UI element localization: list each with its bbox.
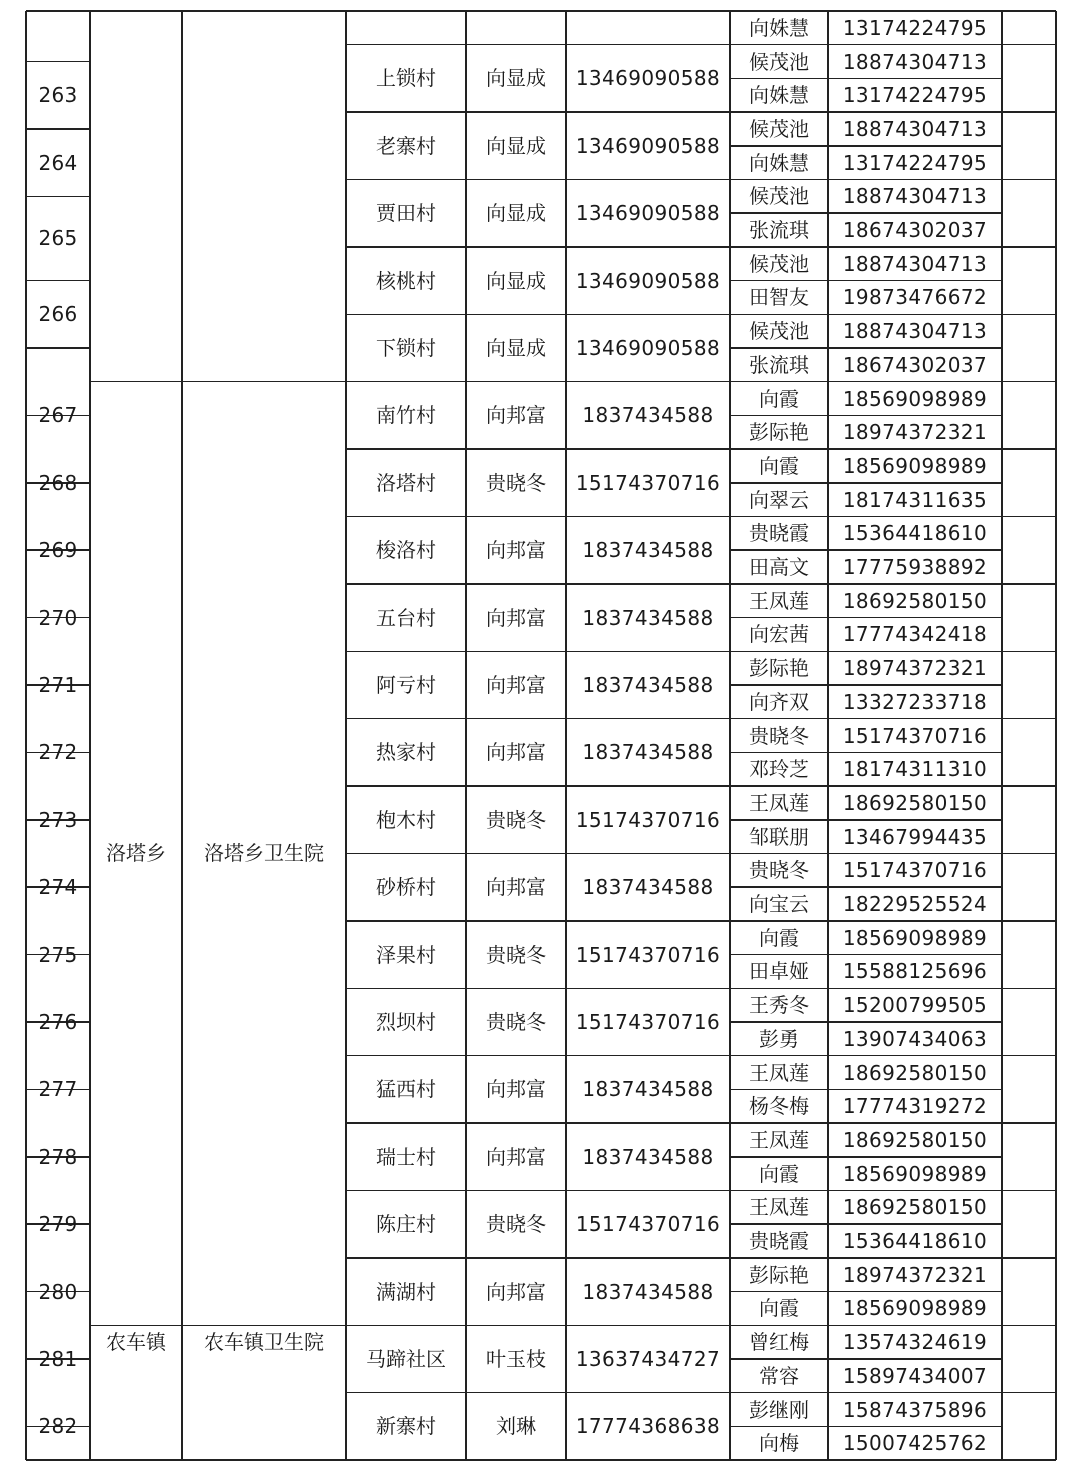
village-name: 阿亏村 [376, 672, 436, 697]
village-head-phone: 1837434588 [582, 1077, 714, 1102]
contact-phone: 18874304713 [842, 49, 988, 74]
village-name: 核桃村 [376, 268, 436, 293]
contact-name: 向齐双 [749, 689, 809, 714]
village-name: 泽果村 [376, 942, 436, 967]
contact-name: 田高文 [749, 555, 809, 580]
village-line [1002, 988, 1056, 990]
village-name: 老寨村 [376, 133, 436, 158]
contact-name: 张流琪 [749, 352, 809, 377]
contact-phone: 18974372321 [842, 420, 988, 445]
contact-phone: 15174370716 [842, 858, 988, 883]
village-head-phone: 1837434588 [582, 672, 714, 697]
contact-name: 彭际艳 [749, 420, 809, 445]
village-head-phone: 15174370716 [575, 1009, 721, 1034]
contact-name: 彭际艳 [749, 656, 809, 681]
row-number: 274 [38, 875, 78, 900]
row-number: 273 [38, 807, 78, 832]
contact-phone: 18974372321 [842, 656, 988, 681]
contact-phone: 13174224795 [842, 150, 988, 175]
village-name [346, 11, 466, 45]
row-number: 267 [38, 403, 78, 428]
contact-phone: 15174370716 [842, 723, 988, 748]
contact-phone: 18874304713 [842, 319, 988, 344]
contact-phone: 18874304713 [842, 251, 988, 276]
village-head-name: 向显成 [486, 335, 546, 360]
village-head-phone: 13637434727 [575, 1346, 721, 1371]
row-number: 270 [38, 605, 78, 630]
row-number: 276 [38, 1009, 78, 1034]
contact-name: 彭际艳 [749, 1262, 809, 1287]
village-name: 五台村 [376, 605, 436, 630]
village-name: 洛塔村 [376, 470, 436, 495]
village-head-name: 向邦富 [486, 1279, 546, 1304]
row-number: 266 [38, 302, 78, 327]
village-name: 上锁村 [376, 66, 436, 91]
contact-name: 王凤莲 [749, 790, 809, 815]
row-number: 277 [38, 1077, 78, 1102]
village-head-name: 向邦富 [486, 875, 546, 900]
contact-name: 候茂池 [749, 116, 809, 141]
village-head-name: 贵晓冬 [486, 807, 546, 832]
contact-name: 向霞 [759, 925, 799, 950]
village-name: 新寨村 [376, 1414, 436, 1439]
contact-name: 邓玲芝 [749, 757, 809, 782]
village-line [1002, 246, 1056, 248]
village-name: 贾田村 [376, 201, 436, 226]
village-line [1002, 718, 1056, 720]
contact-name: 王凤莲 [749, 1127, 809, 1152]
village-name: 热家村 [376, 740, 436, 765]
contact-phone: 18569098989 [842, 925, 988, 950]
village-line [1002, 1392, 1056, 1394]
contact-name: 贵晓冬 [749, 858, 809, 883]
contact-name: 贵晓霞 [749, 1229, 809, 1254]
contact-name: 王凤莲 [749, 1060, 809, 1085]
village-head-name: 向显成 [486, 66, 546, 91]
village-head-name: 向显成 [486, 268, 546, 293]
contact-phone: 18692580150 [842, 1195, 988, 1220]
village-head-phone: 15174370716 [575, 942, 721, 967]
village-head-phone [566, 11, 730, 45]
contact-phone: 18569098989 [842, 1296, 988, 1321]
village-line [1002, 1257, 1056, 1259]
contact-name: 曾红梅 [749, 1330, 809, 1355]
town-name: 农车镇 [106, 1330, 166, 1355]
contact-name: 候茂池 [749, 184, 809, 209]
row-number: 282 [38, 1414, 78, 1439]
contact-name: 彭继刚 [749, 1397, 809, 1422]
row-number: 280 [38, 1279, 78, 1304]
contact-name: 向姝慧 [749, 15, 809, 40]
contact-phone: 18692580150 [842, 1127, 988, 1152]
contact-name: 向霞 [759, 1296, 799, 1321]
village-head-name [466, 11, 566, 45]
row-number: 279 [38, 1212, 78, 1237]
village-line [1002, 1122, 1056, 1124]
village-head-name: 向邦富 [486, 672, 546, 697]
contact-phone: 19873476672 [842, 285, 988, 310]
contact-name: 张流琪 [749, 218, 809, 243]
row-number: 278 [38, 1144, 78, 1169]
village-name: 满湖村 [376, 1279, 436, 1304]
contact-phone: 13574324619 [842, 1330, 988, 1355]
contact-phone: 18674302037 [842, 352, 988, 377]
contact-name: 向宏茜 [749, 622, 809, 647]
contact-phone: 18692580150 [842, 1060, 988, 1085]
contact-name: 邹联朋 [749, 824, 809, 849]
village-head-name: 贵晓冬 [486, 1212, 546, 1237]
village-head-name: 向显成 [486, 133, 546, 158]
village-head-name: 贵晓冬 [486, 1009, 546, 1034]
village-head-phone: 13469090588 [575, 66, 721, 91]
contact-phone: 18174311310 [842, 757, 988, 782]
village-head-phone: 13469090588 [575, 201, 721, 226]
village-head-phone: 1837434588 [582, 605, 714, 630]
contact-name: 彭勇 [759, 1026, 799, 1051]
town-name: 洛塔乡 [106, 841, 166, 866]
contact-name: 常容 [759, 1363, 799, 1388]
contact-phone: 18874304713 [842, 116, 988, 141]
village-line [1002, 651, 1056, 653]
village-head-name: 向邦富 [486, 538, 546, 563]
row-number: 265 [38, 226, 78, 251]
row-number: 275 [38, 942, 78, 967]
row-number: 264 [38, 150, 78, 175]
village-head-name: 贵晓冬 [486, 470, 546, 495]
village-line [1002, 785, 1056, 787]
village-name: 马蹄社区 [366, 1346, 446, 1371]
contact-phone: 15364418610 [842, 1229, 988, 1254]
contact-phone: 13174224795 [842, 83, 988, 108]
contact-name: 向梅 [759, 1431, 799, 1456]
contact-name: 王凤莲 [749, 588, 809, 613]
row-number: 281 [38, 1346, 78, 1371]
village-name: 瑞士村 [376, 1144, 436, 1169]
village-name: 南竹村 [376, 403, 436, 428]
contact-phone: 18692580150 [842, 588, 988, 613]
village-name: 烈坝村 [376, 1009, 436, 1034]
hospital-name: 洛塔乡卫生院 [204, 841, 324, 866]
village-name: 猛西村 [376, 1077, 436, 1102]
village-head-name: 向邦富 [486, 1077, 546, 1102]
village-head-name: 向邦富 [486, 403, 546, 428]
village-head-name: 贵晓冬 [486, 942, 546, 967]
village-line [1002, 516, 1056, 518]
village-head-phone: 13469090588 [575, 133, 721, 158]
contact-phone: 15874375896 [842, 1397, 988, 1422]
contact-name: 贵晓冬 [749, 723, 809, 748]
village-line [1002, 179, 1056, 181]
row-number: 269 [38, 538, 78, 563]
village-head-phone: 1837434588 [582, 875, 714, 900]
contact-phone: 13467994435 [842, 824, 988, 849]
contact-phone: 18174311635 [842, 487, 988, 512]
village-line [1002, 920, 1056, 922]
contact-phone: 18569098989 [842, 1161, 988, 1186]
contact-phone: 13174224795 [842, 15, 988, 40]
village-line [1002, 44, 1056, 46]
village-head-phone: 15174370716 [575, 470, 721, 495]
contact-phone: 18229525524 [842, 892, 988, 917]
village-line [1002, 448, 1056, 450]
village-line [1002, 1325, 1056, 1327]
village-head-name: 向邦富 [486, 1144, 546, 1169]
village-head-phone: 17774368638 [575, 1414, 721, 1439]
village-line [1002, 853, 1056, 855]
row-number: 268 [38, 470, 78, 495]
contact-name: 田智友 [749, 285, 809, 310]
contact-name: 向宝云 [749, 892, 809, 917]
contact-name: 向霞 [759, 453, 799, 478]
village-head-phone: 1837434588 [582, 538, 714, 563]
row-number: 271 [38, 672, 78, 697]
contact-phone: 15897434007 [842, 1363, 988, 1388]
village-name: 砂桥村 [376, 875, 436, 900]
contact-phone: 13907434063 [842, 1026, 988, 1051]
contact-name: 王秀冬 [749, 993, 809, 1018]
contact-phone: 15200799505 [842, 993, 988, 1018]
village-line [1002, 111, 1056, 113]
contact-phone: 18569098989 [842, 453, 988, 478]
village-head-name: 向显成 [486, 201, 546, 226]
village-line [1002, 1055, 1056, 1057]
contact-name: 向霞 [759, 386, 799, 411]
village-head-phone: 1837434588 [582, 403, 714, 428]
contact-name: 候茂池 [749, 49, 809, 74]
village-line [1002, 1190, 1056, 1192]
village-line [1002, 314, 1056, 316]
village-head-phone: 1837434588 [582, 1144, 714, 1169]
village-head-name: 刘琳 [496, 1414, 536, 1439]
village-head-phone: 15174370716 [575, 1212, 721, 1237]
contact-name: 向翠云 [749, 487, 809, 512]
contact-phone: 18569098989 [842, 386, 988, 411]
contact-phone: 18874304713 [842, 184, 988, 209]
contact-phone: 18674302037 [842, 218, 988, 243]
village-line [1002, 381, 1056, 383]
contact-name: 向姝慧 [749, 83, 809, 108]
village-head-name: 向邦富 [486, 605, 546, 630]
hospital-name: 农车镇卫生院 [204, 1330, 324, 1355]
contact-name: 贵晓霞 [749, 521, 809, 546]
village-head-phone: 1837434588 [582, 1279, 714, 1304]
contact-name: 向霞 [759, 1161, 799, 1186]
contact-name: 王凤莲 [749, 1195, 809, 1220]
village-name: 下锁村 [376, 335, 436, 360]
row-number: 272 [38, 740, 78, 765]
grid-vline-9 [1055, 11, 1057, 1460]
contact-name: 杨冬梅 [749, 1094, 809, 1119]
contact-phone: 15364418610 [842, 521, 988, 546]
contact-phone: 18692580150 [842, 790, 988, 815]
village-name: 枹木村 [376, 807, 436, 832]
village-head-name: 叶玉枝 [486, 1346, 546, 1371]
contact-phone: 17774319272 [842, 1094, 988, 1119]
contact-phone: 17774342418 [842, 622, 988, 647]
row-number: 263 [38, 83, 78, 108]
contact-phone: 18974372321 [842, 1262, 988, 1287]
contact-phone: 17775938892 [842, 555, 988, 580]
village-head-phone: 15174370716 [575, 807, 721, 832]
contact-phone: 15588125696 [842, 959, 988, 984]
village-head-phone: 1837434588 [582, 740, 714, 765]
village-line [1002, 583, 1056, 585]
contact-name: 向姝慧 [749, 150, 809, 175]
contact-phone: 13327233718 [842, 689, 988, 714]
contact-phone: 15007425762 [842, 1431, 988, 1456]
village-head-name: 向邦富 [486, 740, 546, 765]
village-name: 梭洛村 [376, 538, 436, 563]
contact-name: 田卓娅 [749, 959, 809, 984]
village-name: 陈庄村 [376, 1212, 436, 1237]
village-head-phone: 13469090588 [575, 268, 721, 293]
village-head-phone: 13469090588 [575, 335, 721, 360]
contact-name: 候茂池 [749, 251, 809, 276]
contact-name: 候茂池 [749, 319, 809, 344]
